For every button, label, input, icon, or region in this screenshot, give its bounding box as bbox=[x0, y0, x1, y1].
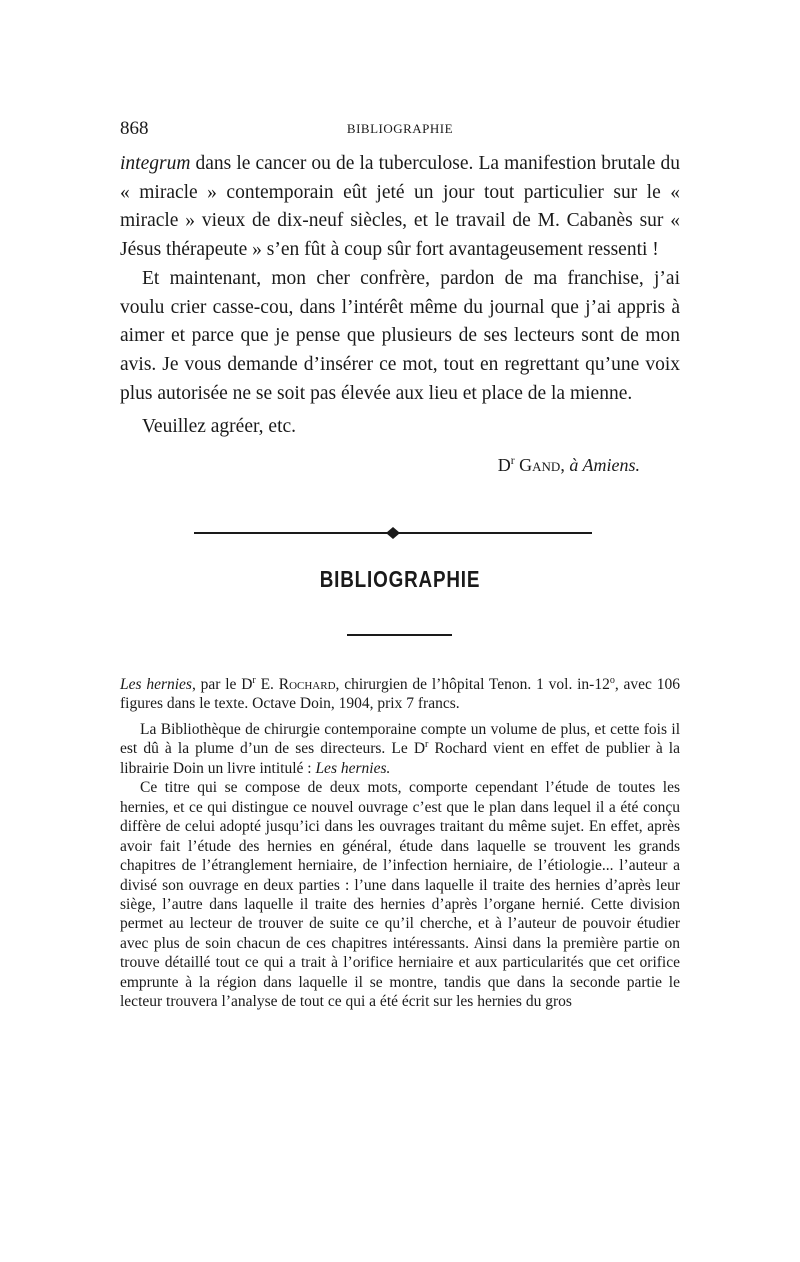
signature-title-sup: r bbox=[510, 454, 515, 468]
letter-paragraph-1-text: dans le cancer ou de la tuberculose. La manifestion brutale du « miracle » contemporain eût jeté un jour tout particulier sur le « miracle » vieux de dix-neuf siècles, et le travail de M. Cabanès sur « Jésus thérapeute » s’en fût à coup sûr fort avantageusement ressenti ! bbox=[120, 153, 680, 261]
letter-closing: Veuillez agréer, etc. bbox=[142, 416, 297, 438]
review-book-title: Les hernies bbox=[120, 676, 192, 693]
page-number: 868 bbox=[120, 118, 149, 139]
review-ref-sup: r bbox=[252, 674, 256, 686]
review-p1-title: Les hernies. bbox=[315, 759, 391, 777]
letter-paragraph-2: Et maintenant, mon cher confrère, pardon de ma franchise, j’ai voulu crier casse-cou, dans l’intérêt même du journal que j’ai appris à aimer et parce que je pense que plusieurs de ses lecteurs sont de mon avis. Je vous demande d’insérer ce mot, tout en regrettant qu’une voix plus autorisée ne se soit pas élevée aux lieu et place de la mienne. bbox=[120, 267, 680, 404]
letter-signature: $D^r$ Gand, à Amiens. bbox=[497, 454, 640, 476]
review-ref-rest2: , avec 106 figures dans le texte. Octave Doin, 1904, prix 7 francs. bbox=[120, 676, 680, 713]
letter-paragraph-1 bbox=[120, 150, 680, 265]
review-paragraph-2: Ce titre qui se compose de deux mots, comporte cependant l’étude de toutes les hernies, et ce qui distingue ce nouvel ouvrage c’est que le plan dans lequel il a été conçu diffère de celui adopté jusqu’ici dans les ouvrages traitant du même sujet. En effet, après avoir fait l’étude des hernies en général, étude dans laquelle se trouvent les grands chapitres de l’étranglement herniaire, de l’infection herniaire, de l’étiologie... l’auteur a divisé son ouvrage en deux parties : l’une dans laquelle il traite des hernies d’après leur siège, l’autre dans laquelle il traite des hernies d’après l’organe hernié. Cette division permet au lecteur de trouver de suite ce qu’il cherche, et à l’auteur de pouvoir étudier avec plus de soin chacun de ces chapitres intéressants. Ainsi dans la première partie on trouve détaillé tout ce qui a trait à l’orifice herniaire et aux particularités que cet orifice emprunte à la région dans laquelle il se montre, tandis que dans la seconde partie le lecteur trouvera l’analyse de tout ce qui a été écrit sur les hernies du gros bbox=[120, 779, 680, 1011]
signature-title: D bbox=[497, 455, 511, 476]
review-body bbox=[120, 675, 680, 1012]
short-rule bbox=[347, 634, 452, 636]
review-ref-by: , par le D bbox=[191, 676, 253, 693]
review-p1-a: La Bibliothèque de chirurgie contemporaine compte un volume de plus, et cette fois il est dû à la plume d’un de ses directeurs. Le D bbox=[120, 720, 680, 758]
review-p1-b: Rochard vient en effet de publier à la librairie Doin un livre intitulé : bbox=[120, 740, 680, 777]
review-ref-rest: , chirurgien de l’hôpital Tenon. 1 vol. in-12 bbox=[335, 676, 610, 693]
review-reference bbox=[120, 675, 680, 714]
page-header bbox=[120, 118, 680, 142]
signature-place: à Amiens. bbox=[569, 455, 640, 476]
running-head: BIBLIOGRAPHIE bbox=[346, 121, 454, 136]
letter-body bbox=[120, 150, 680, 480]
review-author: E. Rochard bbox=[255, 676, 336, 693]
letter-italic-word: integrum bbox=[120, 153, 191, 174]
review-paragraph-1 bbox=[120, 720, 680, 778]
ornament-divider bbox=[194, 526, 592, 540]
signature-name: Gand bbox=[519, 455, 561, 476]
review-p1-sup: r bbox=[425, 739, 429, 751]
section-title: BIBLIOGRAPHIE bbox=[319, 566, 481, 592]
review-ref-sup2: o bbox=[609, 674, 615, 686]
